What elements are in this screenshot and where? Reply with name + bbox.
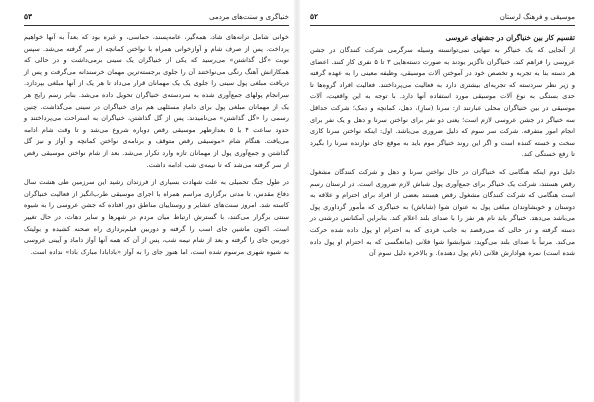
right-page-number: ۵۲: [310, 12, 319, 21]
right-page: [310, 10, 575, 394]
book-gutter: [294, 0, 300, 402]
left-page: [24, 10, 289, 394]
left-page-number: ۵۳: [24, 12, 33, 21]
right-paragraph-1: از آنجایی که یک خنیاگر به تنهایی نمی‌توانسته وسیله سرگرمی شرکت کنندگان در جشن عروسی را فراهم کند، خنیاگران ناگزیر بودند به صورت دسته‌هایی ۳ تا ۵ نفری کار کنند. اعضای هر دسته بنا به تجربه و تخصص خود در آموختن آلات موسیقی، وظیفه معینی را به عهده گرفته و زیر نظر سردسته که تجربه‌ای بیشتری دارد به فعالیت می‌پرداختند. فعالیت افراد گروه‌ها تا حدی بستگی به نوع آلات موسیقی مورد استفاده آنها دارد. با توجه به این واقعیت، آلات موسیقی در بین خنیاگران محلی عبارتند از: سرنا (سازِ)، دهل، کمانچه و دمک؛ شرکت حداقل سه خنیاگر در جشن عروسی لازم است؛ یعنی دو نفر برای نواختن سرنا و دهل و یک نفر برای انجام امور متفرقه. شرکت سر سوم که دلیل ضروری می‌باشد. اول: اینکه نواختن سرنا کاری سخت و خسته کننده است و اگر این روند خنیاگر موم باید به موقع جای نوازنده سرنا را بگیرد تا رفع خستگی کند.: [310, 46, 575, 159]
right-paragraph-2: دلیل دوم اینکه هنگامی که خنیاگران در حال نواختن سرنا و دهل و شرکت کنندگان مشغول رقص هستند، شرکت یک خنیاگر برای جمع‌آوری پول شباش لازم ضروری است. در لرستان رسم است هنگامی که شرکت کنندگان مشغول رقص هستند بعضی از افراد برای احترام و علاقه به دوستان و خویشاوندان مبلغی پول به عنوان شوا (شاباش) به خنیاگری که مأمور گرداوری پول می‌باشد می‌دهد. خنیاگر باید نام هر نفر را با صدای بلند اعلام کند. بنابراین آمکنانس درشتی در دسته گرفته و در حالی که می‌رقصد به جانب فردی که به احترام او پول داده شده حرکت می‌کند. مرتباً با صدای بلند می‌گوید: شوابشوا شوا فلانی (مانعگسی که به احترام او پول داده شده است) نمره هوادارش فلانی (نام پول دهنده). و بالاخره دلیل سوم آن: [310, 167, 575, 258]
left-paragraph-2: در طول جنگ تحمیلی به علت شهادت بسیاری از فرزندان رشید این سرزمین طی هشت سال دفاع مقدس، تا مدتی برگزاری مراسم همراه با اجرای موسیقی طرب‌انگیز از فعالیت خنیاگران کاسته شد. امروز سنت‌های عشایر و روستاییان مناطق دور افتاده که جشن عروسی را به شیوه سنتی برگزار می‌کنند، با گسترش ارتباط میان مردم در شهرها و سایر دهات، در حال تغییر است. اکنون ماشین جای اسب را گرفته و دوربین فیلم‌برداری راه صحنه کشیده و بولیتک دوربین جای را گرفته و بعد از شام نیمه شب، پس از آن که همه آنها آواز داماد و آیینی عروسی به شیوه شهری مرسوم شده است، اما هنوز جای را به آواز «بادابادا مبارک بادا» نداده است.: [24, 178, 289, 256]
left-header-rule: [24, 25, 289, 26]
left-running-title: خنیاگری و سنت‌های مردمی: [209, 13, 289, 21]
right-running-title: موسیقی و فرهنگ لرستان: [499, 13, 575, 21]
left-page-header: [24, 10, 289, 24]
right-header-rule: [310, 25, 575, 26]
left-paragraph-1: خوانی شامل ترانه‌های شاد، همه‌گیر، عامه‌پسند، حماسی، و غیره بود که بعداً به آنها خواهیم پرداخت. پس از صرف شام و آوازخوانی همراه با نواختن کمانچه از سر گرفته می‌شد. سپس نوبت «گل گذاشتن» می‌رسید که یکی از خنیاگران یک سینی برمی‌داشت و در حالی که همکارانش آهنگ رنگی می‌نواختند آن را جلوی برجسته‌ترین مهمان خرسندانه می‌گرفت و پس از دریافت مبلغی پول سینی را جلوی یک یک مهمانان قرار می‌داد تا هر یک از آنها مبلغی بپردازد. سرانجام پولهای جمع‌آوری شده به سردسته‌ی خنیاگران تحویل داده می‌شد. بنابر رسم رایج هر یک از مهمانان مبلغی پول برای دامادِ مسئلهی هم برای خنیاگران در سینی می‌گذاشت. چنین رسمی را «گل گذاشتن» می‌نامیدند. پس از گل گذاشتن، خنیاگران به استراحت می‌پرداختند و حدود ساعت ۴ یا ۵ بعدازظهر موسیقی رقص دوباره شروع می‌شد و تا وقت شام ادامه می‌یافت. هنگام شام «موسیقی رقص متوقف و برنامه‌ی نواختن کمانچه و آواز و نیز گل گذاشتن و جمع‌آوری پول از مهمانان تازه وارد تکرار می‌شد. بعد از شام نواختن موسیقی رقص از سر گرفته می‌شد که تا نیمه‌ی شب ادامه داشت.: [24, 33, 289, 169]
section-heading: تقسیم کار بین خنیاگران در جشنهای عروسی: [445, 33, 575, 42]
right-page-header: [310, 10, 575, 24]
